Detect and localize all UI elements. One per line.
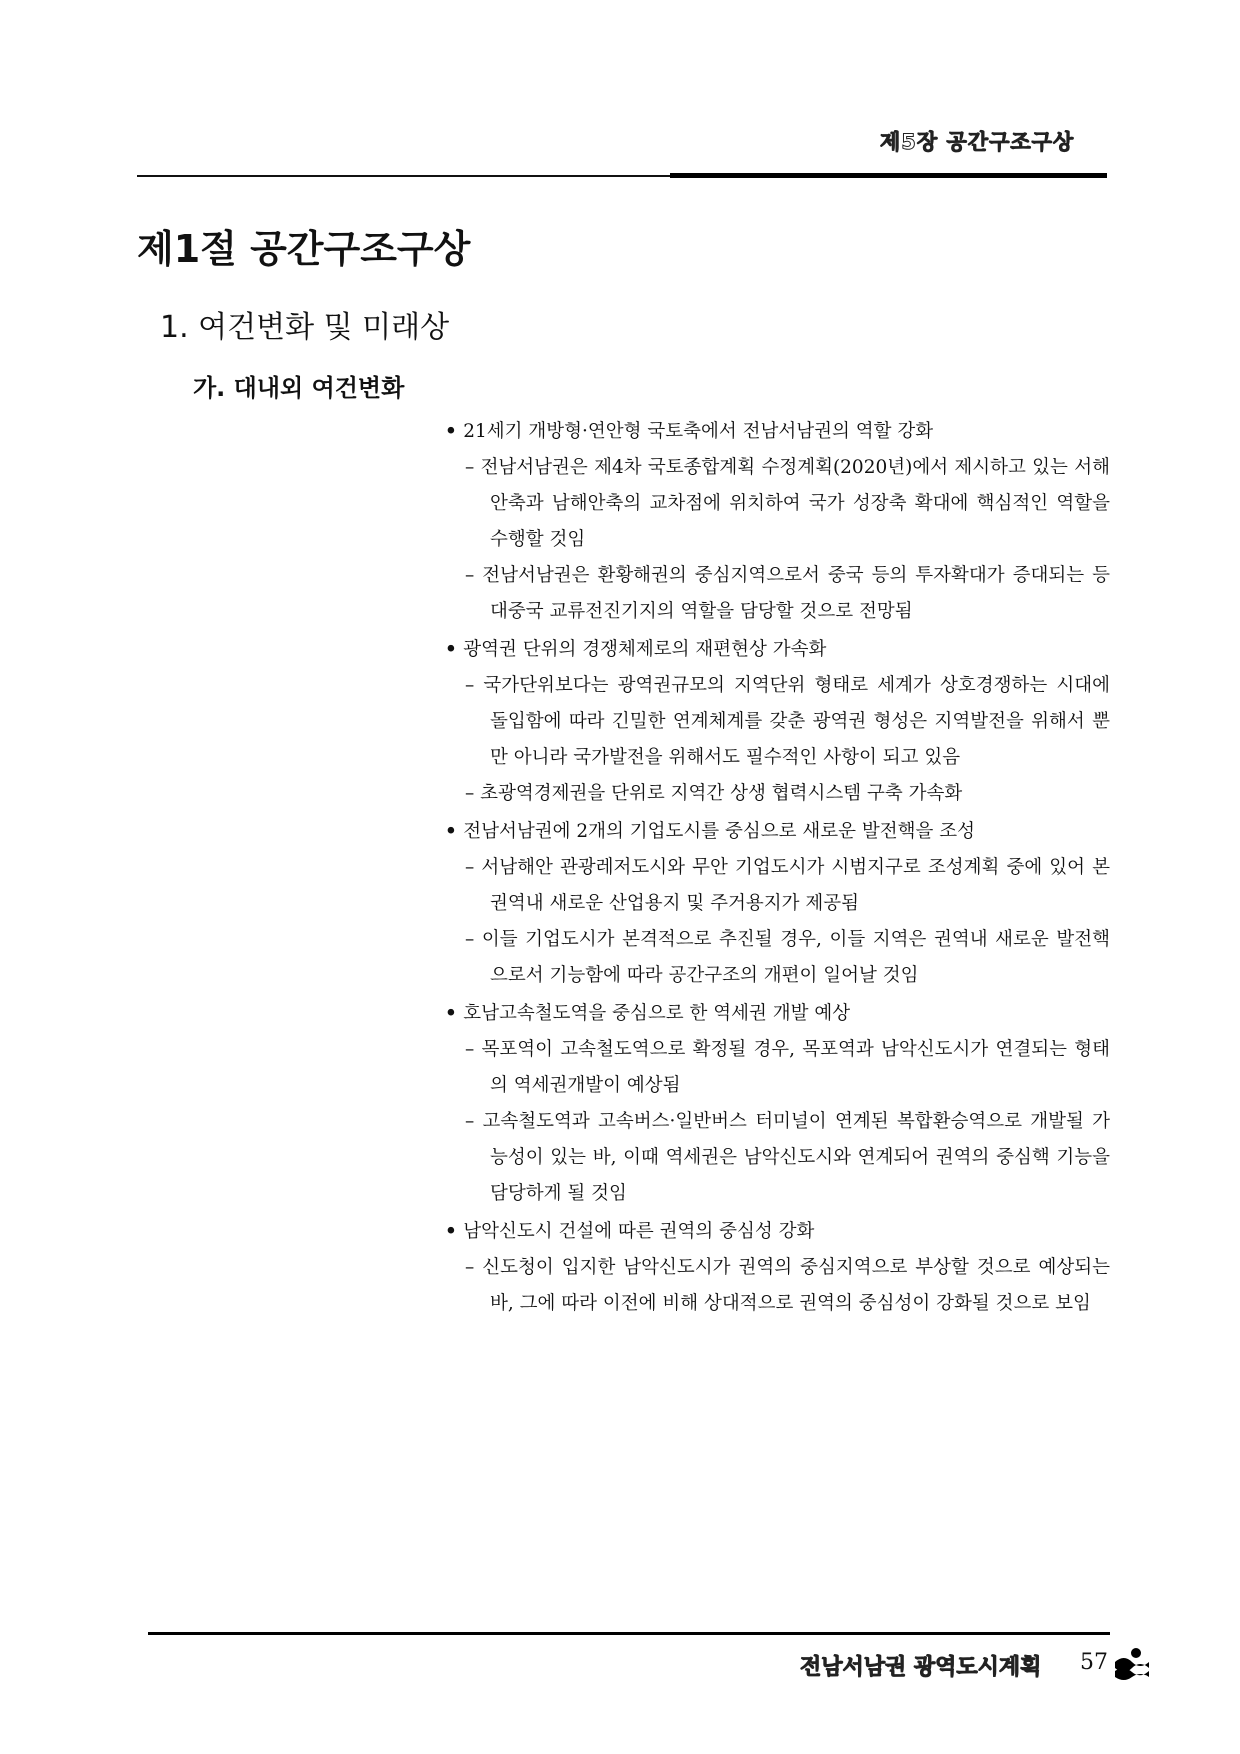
logo-icon [1112,1646,1152,1684]
body-list [445,412,1110,1322]
bullet-item: • 호남고속철도역을 중심으로 한 역세권 개발 예상 [445,996,1110,1032]
bullet-item: • 21세기 개방형·연안형 국토축에서 전남서남권의 역할 강화 [445,414,1110,450]
dash-item: – 국가단위보다는 광역권규모의 지역단위 형태로 세계가 상호경쟁하는 시대에 돌입함에 따라 긴밀한 연계체계를 갖춘 광역권 형성은 지역발전을 위해서 뿐만 아니라 국가발전을 위해서도 필수적인 사항이 되고 있음 [465,668,1110,776]
page-number: 57 [1080,1650,1108,1675]
chapter-header: 제5장 공간구조구상 [880,130,1075,154]
dash-item: – 초광역경제권을 단위로 지역간 상생 협력시스템 구축 가속화 [465,776,1110,812]
dash-item: – 이들 기업도시가 본격적으로 추진될 경우, 이들 지역은 권역내 새로운 발전핵으로서 기능함에 따라 공간구조의 개편이 일어날 것임 [465,922,1110,994]
dash-item: – 전남서남권은 환황해권의 중심지역으로서 중국 등의 투자확대가 증대되는 등 대중국 교류전진기지의 역할을 담당할 것으로 전망됨 [465,558,1110,630]
footer-title: 전남서남권 광역도시계획 [800,1655,1042,1680]
page-title: 제1절 공간구조구상 [137,227,471,271]
bullet-item: • 전남서남권에 2개의 기업도시를 중심으로 새로운 발전핵을 조성 [445,814,1110,850]
bullet-item: • 남악신도시 건설에 따른 권역의 중심성 강화 [445,1214,1110,1250]
dash-item: – 고속철도역과 고속버스·일반버스 터미널이 연계된 복합환승역으로 개발될 가능성이 있는 바, 이때 역세권은 남악신도시와 연계되어 권역의 중심핵 기능을 담당하게 될 것임 [465,1104,1110,1212]
subsection-heading: 가. 대내외 여건변화 [193,374,405,402]
dash-item: – 전남서남권은 제4차 국토종합계획 수정계획(2020년)에서 제시하고 있는 서해안축과 남해안축의 교차점에 위치하여 국가 성장축 확대에 핵심적인 역할을 수행할 것임 [465,450,1110,558]
header-rule-thick [670,173,1107,178]
section-heading: 1. 여건변화 및 미래상 [160,310,450,345]
dash-item: – 목포역이 고속철도역으로 확정될 경우, 목포역과 남악신도시가 연결되는 형태의 역세권개발이 예상됨 [465,1032,1110,1104]
dash-item: – 서남해안 관광레저도시와 무안 기업도시가 시범지구로 조성계획 중에 있어 본 권역내 새로운 산업용지 및 주거용지가 제공됨 [465,850,1110,922]
footer-rule [148,1632,1110,1635]
dash-item: – 신도청이 입지한 남악신도시가 권역의 중심지역으로 부상할 것으로 예상되는 바, 그에 따라 이전에 비해 상대적으로 권역의 중심성이 강화될 것으로 보임 [465,1250,1110,1322]
bullet-item: • 광역권 단위의 경쟁체제로의 재편현상 가속화 [445,632,1110,668]
